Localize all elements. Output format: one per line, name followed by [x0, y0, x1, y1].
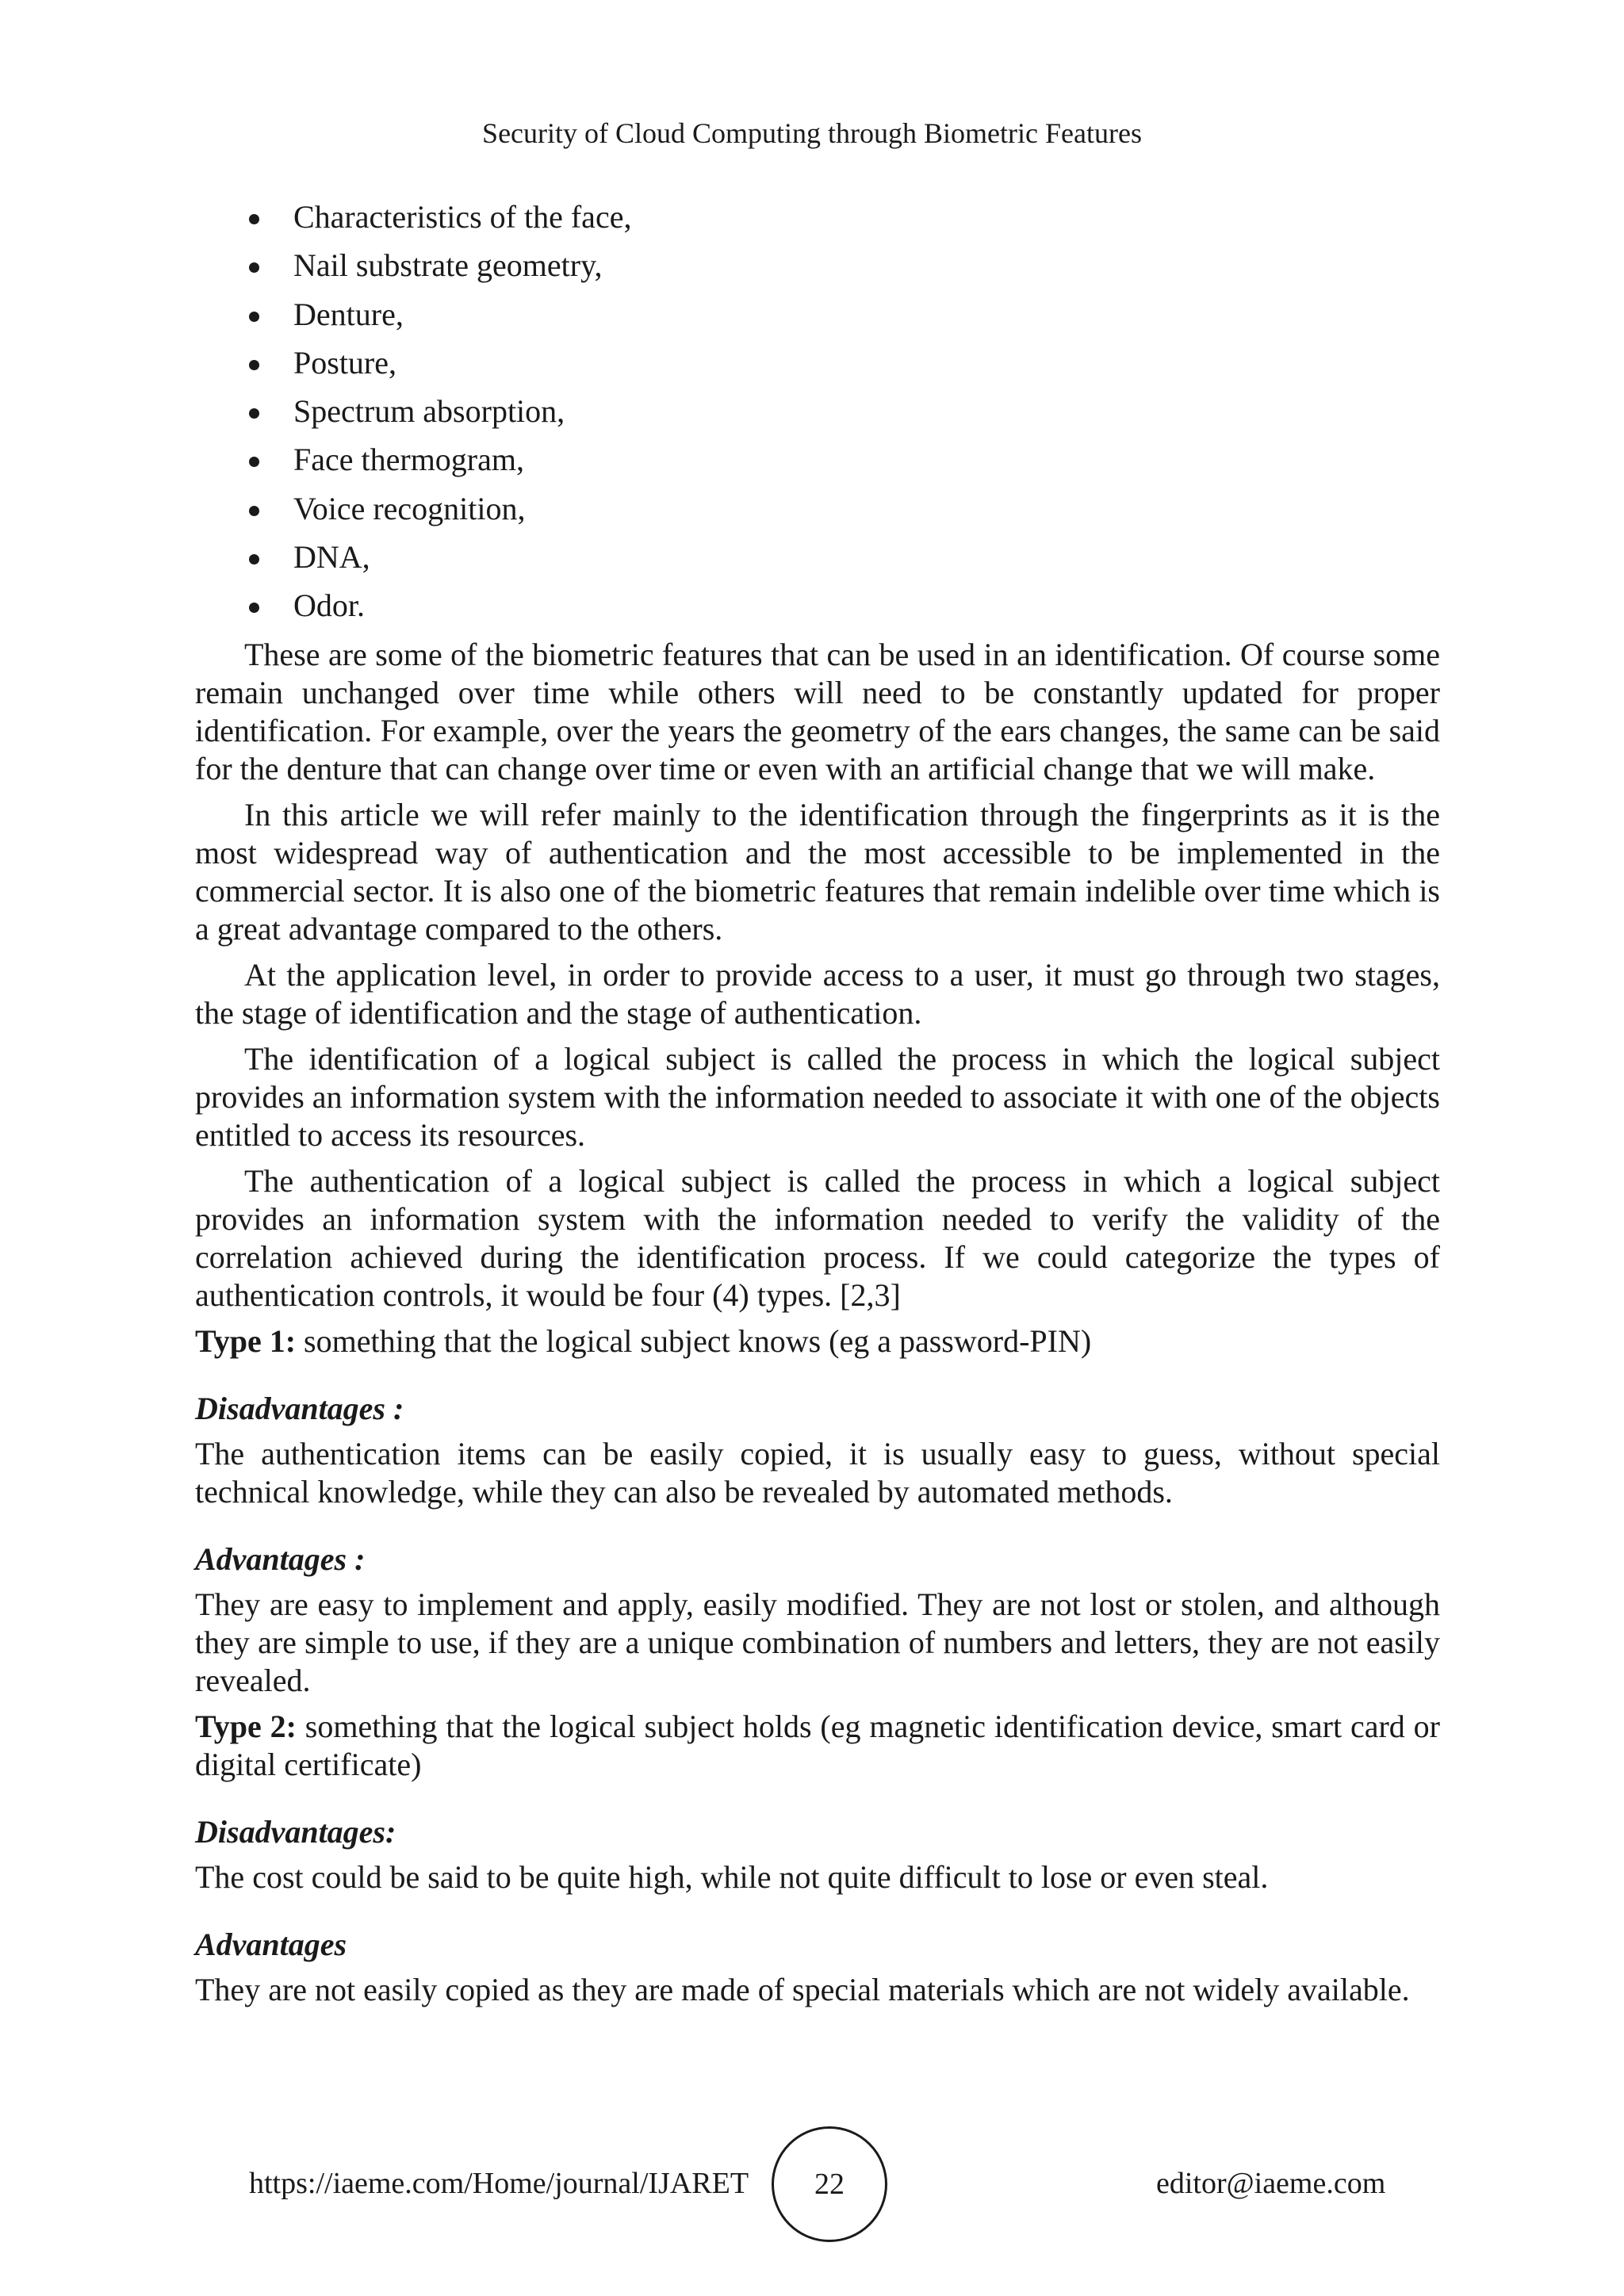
list-item: DNA,	[195, 538, 1440, 587]
bullet-icon	[249, 603, 259, 613]
list-item: Nail substrate geometry,	[195, 247, 1440, 295]
bullet-icon	[249, 554, 259, 564]
body-paragraph: At the application level, in order to provide access to a user, it must go through two stages, the stage of identification and the stage of authentication.	[195, 956, 1440, 1031]
list-item: Posture,	[195, 344, 1440, 392]
page-footer	[0, 2125, 1624, 2244]
bullet-icon	[249, 214, 259, 224]
bullet-icon	[249, 312, 259, 322]
type-2-advantages-text: They are not easily copied as they are made of special materials which are not widely available.	[195, 1971, 1410, 2007]
bullet-icon	[249, 360, 259, 370]
type-2-definition	[195, 1708, 1440, 1784]
body-paragraph: The identification of a logical subject is called the process in which the logical subject provides an information system with the information needed to associate it with one of the objects entitled to access its resources.	[195, 1040, 1440, 1153]
type-1-label: Type 1:	[195, 1322, 297, 1359]
type-1-disadvantages-text: The authentication items can be easily copied, it is usually easy to guess, without special technical knowledge, while they can also be revealed by automated methods.	[195, 1435, 1440, 1510]
editor-email[interactable]: editor@iaeme.com	[1156, 2167, 1386, 2200]
list-item: Denture,	[195, 296, 1440, 344]
type-1-text: something that the logical subject knows (eg a password-PIN)	[296, 1322, 1092, 1359]
bullet-icon	[249, 408, 259, 419]
list-item: Characteristics of the face,	[195, 198, 1440, 247]
list-item: Voice recognition,	[195, 490, 1440, 538]
body-paragraph: In this article we will refer mainly to the identification through the fingerprints as it is the most widespread way of authentication and the most accessible to be implemented in the commercial sector. It is also one of the biometric features that remain indelible over time which is a great advantage compared to the others.	[195, 796, 1440, 947]
bullet-icon	[249, 262, 259, 273]
body-paragraph: The authentication of a logical subject is called the process in which a logical subject provides an information system with the information needed to verify the validity of the correlation achieved during the identification process. If we could categorize the types of authentication controls, it would be four (4) types. [2,3]	[195, 1162, 1440, 1313]
list-item: Face thermogram,	[195, 441, 1440, 489]
journal-url[interactable]: https://iaeme.com/Home/journal/IJARET	[249, 2167, 749, 2200]
type-1-definition	[195, 1322, 1440, 1360]
biometric-features-list	[195, 198, 1440, 636]
running-header: Security of Cloud Computing through Biometric Features	[482, 117, 1142, 149]
list-item: Odor.	[195, 587, 1440, 635]
type-1-disadvantages-heading: Disadvantages :	[195, 1390, 404, 1426]
type-2-disadvantages-text: The cost could be said to be quite high, while not quite difficult to lose or even steal.	[195, 1858, 1269, 1895]
body-content	[195, 198, 1440, 2009]
type-2-text: something that the logical subject holds (eg magnetic identification device, smart card or digital certificate)	[195, 1708, 1441, 1782]
type-1-advantages-heading: Advantages :	[195, 1540, 366, 1577]
type-2-label: Type 2:	[195, 1708, 297, 1744]
list-item: Spectrum absorption,	[195, 392, 1440, 441]
body-paragraph: These are some of the biometric features that can be used in an identification. Of course some remain unchanged over time while others will need to be constantly updated for proper identification. For example, over the years the geometry of the ears changes, the same can be said for the denture that can change over time or even with an artificial change that we will make.	[195, 636, 1440, 786]
type-1-advantages-text: They are easy to implement and apply, easily modified. They are not lost or stolen, and although they are simple to use, if they are a unique combination of numbers and letters, they are not easily revealed.	[195, 1586, 1440, 1698]
type-2-disadvantages-heading: Disadvantages:	[195, 1813, 396, 1850]
page-number: 22	[772, 2126, 887, 2242]
type-2-advantages-heading: Advantages	[195, 1926, 347, 1962]
bullet-icon	[249, 506, 259, 516]
bullet-icon	[249, 457, 259, 467]
